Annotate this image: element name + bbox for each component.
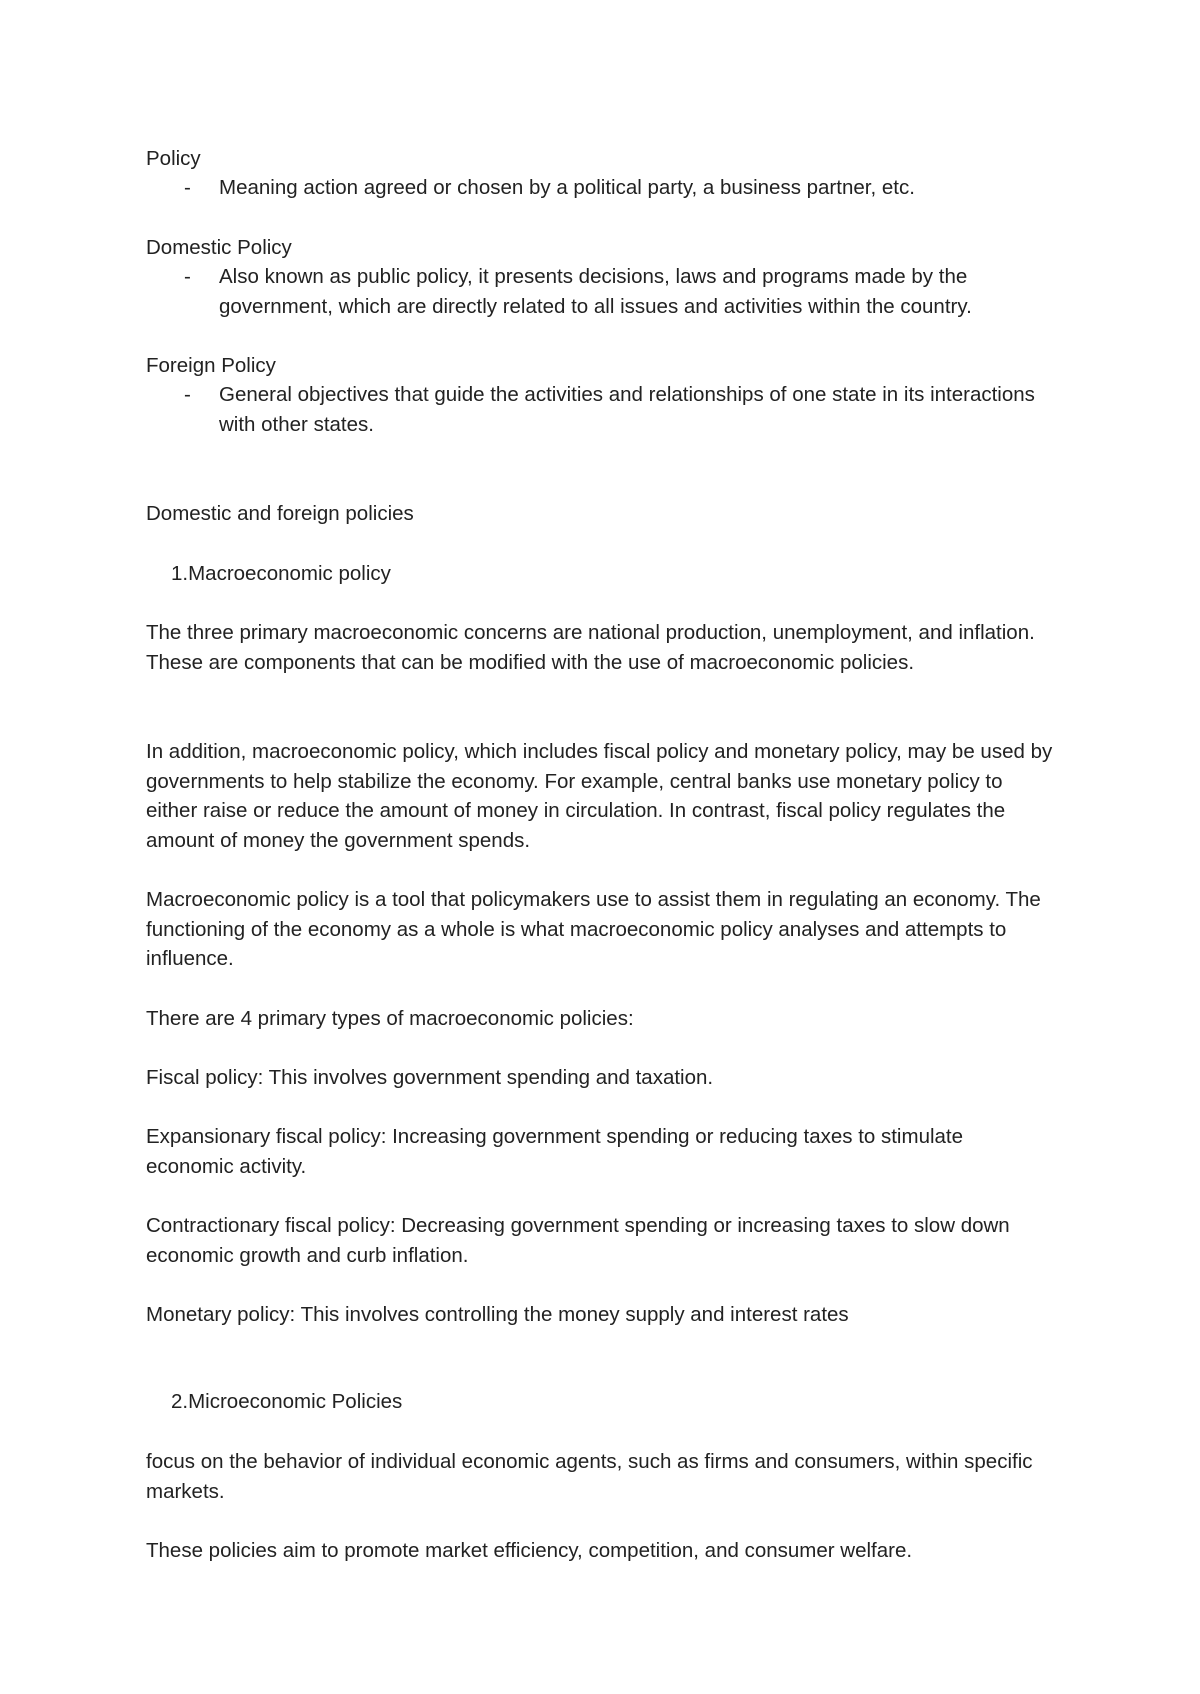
domestic-policy-heading: Domestic Policy: [146, 236, 292, 259]
section-title: Domestic and foreign policies: [146, 502, 414, 525]
macro-paragraph-monetary: Monetary policy: This involves controlling the money supply and interest rates: [146, 1303, 849, 1326]
policy-bullet-dash: -: [184, 176, 191, 199]
macro-paragraph-concerns: The three primary macroeconomic concerns are national production, unemployment, and inflation. These are components that can be modified with the use of macroeconomic policies.: [146, 621, 1035, 674]
macro-paragraph-stabilize: In addition, macroeconomic policy, which includes fiscal policy and monetary policy, may be used by governments to help stabilize the economy. For example, central banks use monetary policy to either raise or reduce the amount of money in circulation. In contrast, fiscal policy regulates the amount of money the government spends.: [146, 740, 1053, 852]
domestic-policy-bullet-dash: -: [184, 265, 191, 288]
domestic-policy-bullet-text: Also known as public policy, it presents decisions, laws and programs made by the government, which are directly related to all issues and activities within the country.: [219, 265, 972, 318]
foreign-policy-bullet-dash: -: [184, 383, 191, 406]
macroeconomic-heading: 1.Macroeconomic policy: [171, 562, 391, 585]
macro-paragraph-contractionary: Contractionary fiscal policy: Decreasing government spending or increasing taxes to slow down economic growth and curb inflation.: [146, 1214, 1010, 1267]
micro-paragraph-focus: focus on the behavior of individual economic agents, such as firms and consumers, within specific markets.: [146, 1450, 1033, 1503]
foreign-policy-heading: Foreign Policy: [146, 354, 276, 377]
macro-paragraph-fiscal: Fiscal policy: This involves government spending and taxation.: [146, 1066, 714, 1089]
micro-paragraph-aim: These policies aim to promote market efficiency, competition, and consumer welfare.: [146, 1539, 913, 1562]
macro-paragraph-types-intro: There are 4 primary types of macroeconomic policies:: [146, 1007, 634, 1030]
policy-heading: Policy: [146, 147, 201, 170]
microeconomic-heading: 2.Microeconomic Policies: [171, 1390, 403, 1413]
policy-bullet-text: Meaning action agreed or chosen by a political party, a business partner, etc.: [219, 176, 915, 199]
macro-paragraph-expansionary: Expansionary fiscal policy: Increasing government spending or reducing taxes to stimulate economic activity.: [146, 1125, 964, 1178]
macro-paragraph-tool: Macroeconomic policy is a tool that policymakers use to assist them in regulating an economy. The functioning of the economy as a whole is what macroeconomic policy analyses and attempts to influence.: [146, 888, 1041, 970]
foreign-policy-bullet-text: General objectives that guide the activities and relationships of one state in its interactions with other states.: [219, 383, 1035, 436]
